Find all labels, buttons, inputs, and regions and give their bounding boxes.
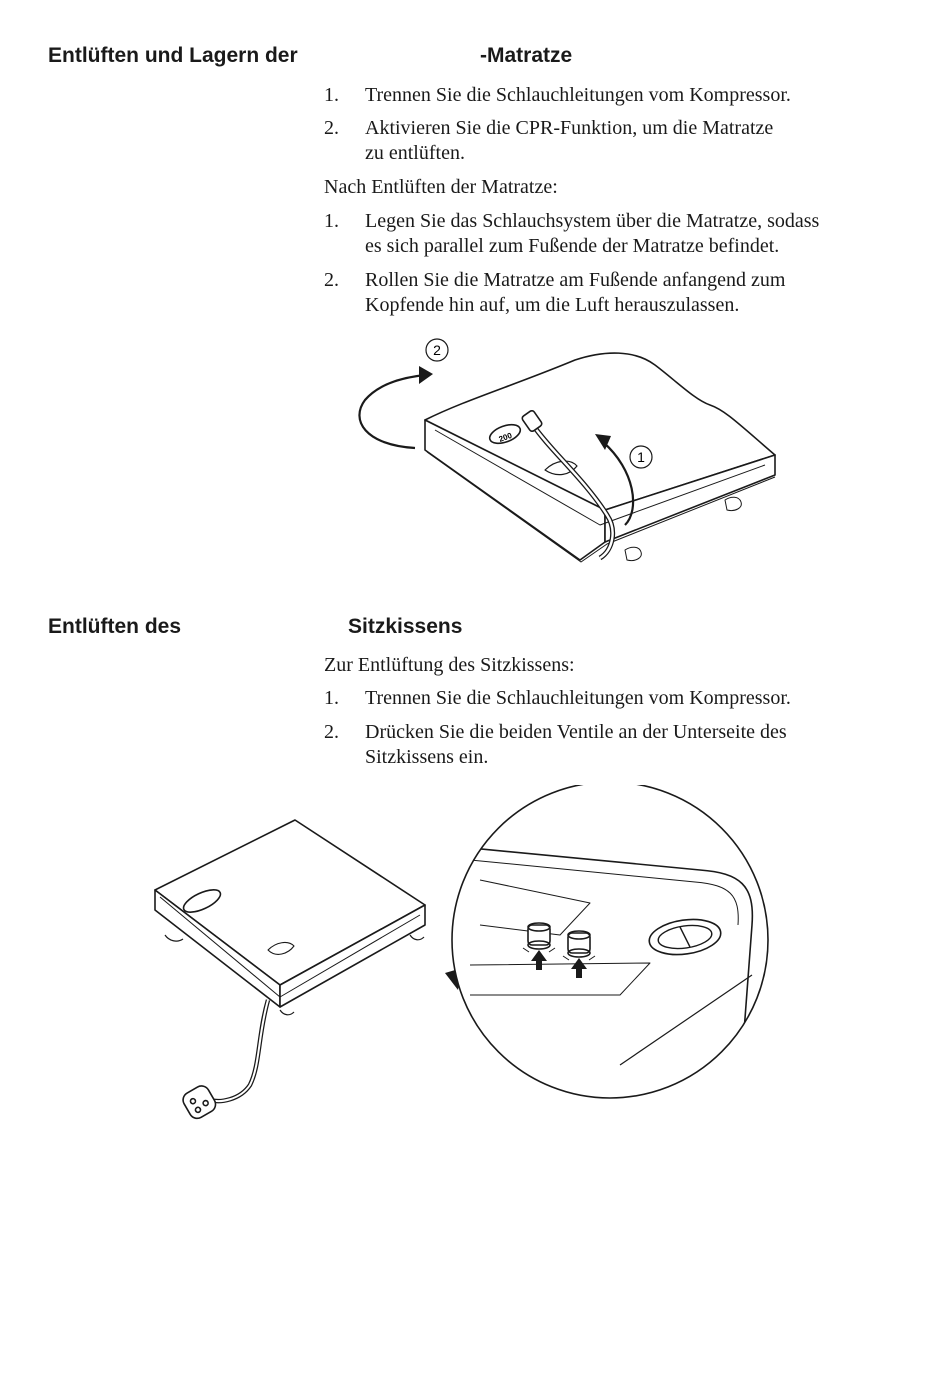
step-text-line-1: Legen Sie das Schlauchsystem über die Matratze, sodass (365, 210, 820, 232)
mattress-rollup-svg (345, 330, 805, 580)
mattress-section-heading-part2: -Matratze (480, 44, 573, 67)
cushion-valve-illustration (140, 785, 790, 1130)
cushion-connector (180, 1083, 218, 1121)
callout-2-label: 2 (433, 342, 441, 358)
step-text: Trennen Sie die Schlauchleitungen vom Kompressor. (365, 687, 791, 709)
step-text-line-2: es sich parallel zum Fußende der Matratze befindet. (365, 235, 780, 257)
step-text-line-1: Rollen Sie die Matratze am Fußende anfangend zum (365, 269, 786, 291)
mattress-model-label: 200 (497, 430, 514, 444)
cushion-valve-svg (140, 785, 790, 1130)
callout-1-label: 1 (637, 449, 645, 465)
step-text: Trennen Sie die Schlauchleitungen vom Kompressor. (365, 84, 791, 106)
step-number: 1. (324, 687, 339, 709)
cushion-intro: Zur Entlüftung des Sitzkissens: (324, 654, 575, 676)
arrow-2-head (419, 366, 433, 384)
step-number: 1. (324, 210, 339, 232)
after-deflate-label: Nach Entlüften der Matratze: (324, 176, 558, 198)
arrow-2-path (359, 375, 425, 448)
zoom-detail-circle (452, 785, 768, 1098)
step-number: 1. (324, 84, 339, 106)
step-number: 2. (324, 117, 339, 139)
cushion-section-heading-part2: Sitzkissens (348, 615, 463, 638)
cushion-section-heading-part1: Entlüften des (48, 615, 182, 638)
step-text-line-2: Kopfende hin auf, um die Luft herauszulassen. (365, 294, 740, 316)
cushion-top-surface (155, 820, 425, 985)
mattress-section-heading-part1: Entlüften und Lagern der (48, 44, 298, 67)
mattress-rollup-illustration (345, 330, 805, 580)
step-text-line-2: Sitzkissens ein. (365, 746, 489, 768)
step-text-line-1: Drücken Sie die beiden Ventile an der Unterseite des (365, 721, 787, 743)
step-text-line-1: Aktivieren Sie die CPR-Funktion, um die Matratze (365, 117, 774, 139)
step-text-line-2: zu entlüften. (365, 142, 465, 164)
step-number: 2. (324, 269, 339, 291)
step-number: 2. (324, 721, 339, 743)
